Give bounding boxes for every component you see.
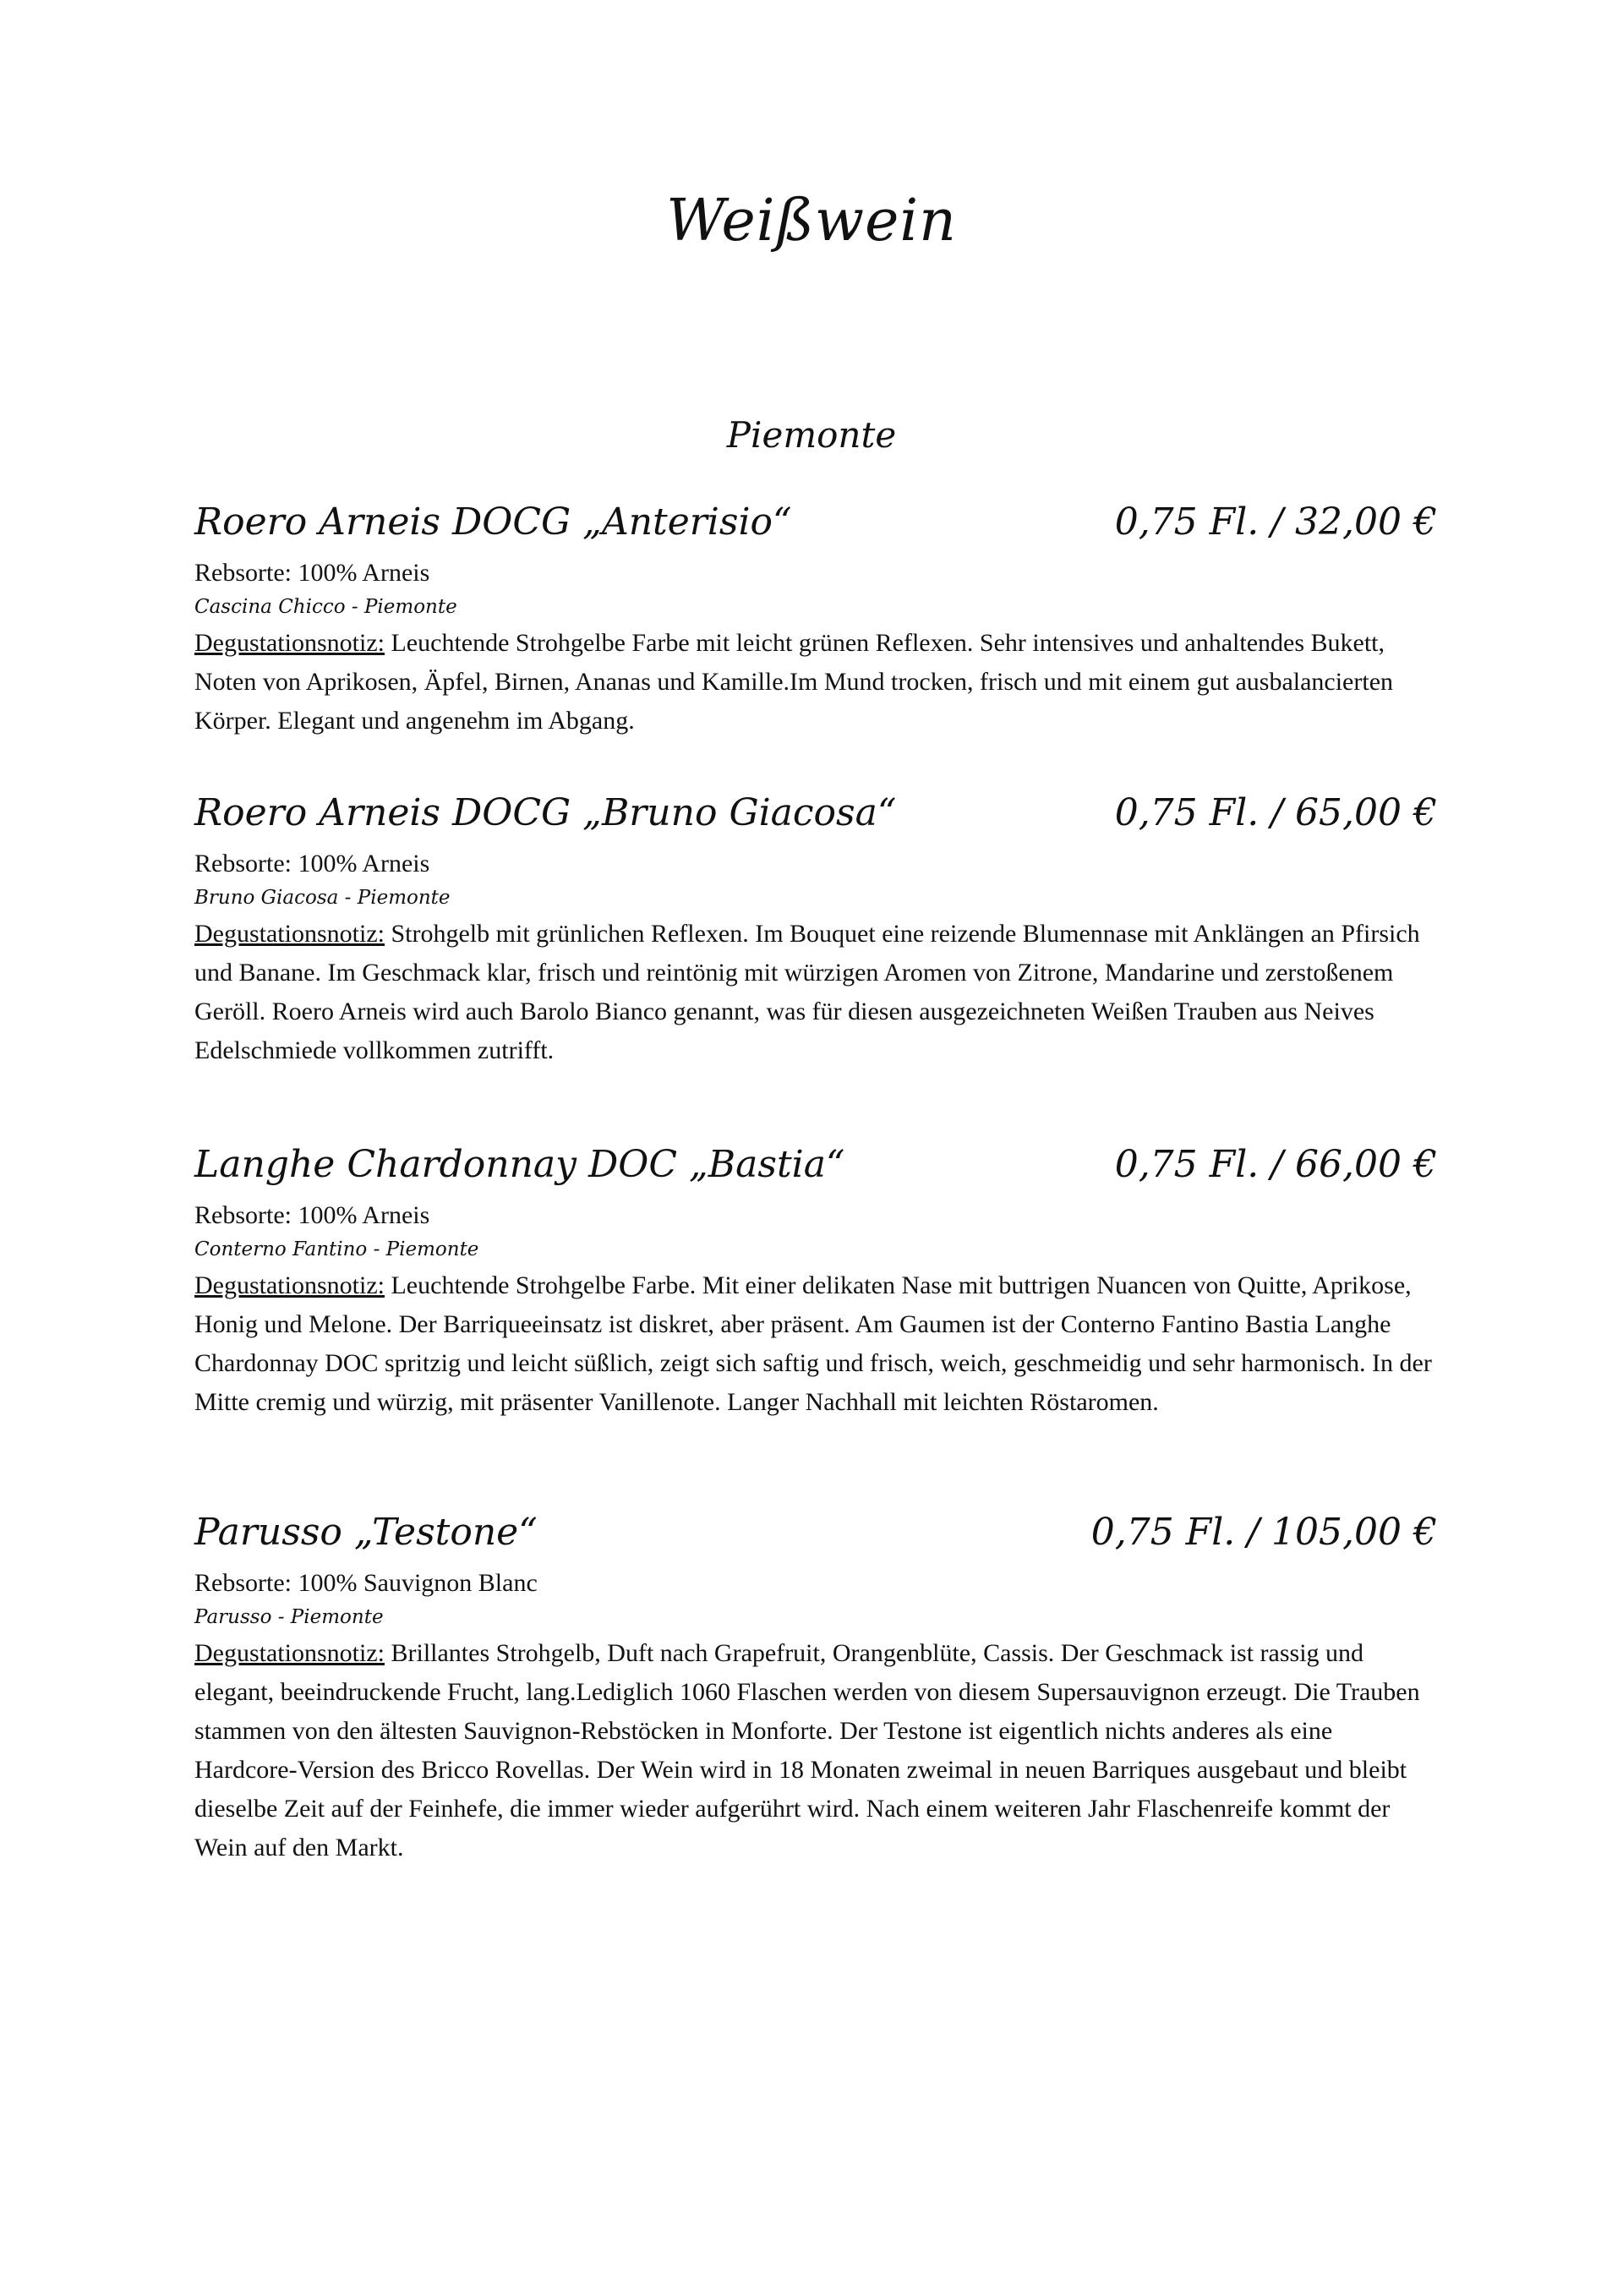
wine-header bbox=[194, 1140, 1437, 1192]
wine-name: Roero Arneis DOCG „Bruno Giacosa“ bbox=[194, 791, 897, 834]
tasting-note-label: Degustationsnotiz: bbox=[194, 1271, 385, 1299]
region-heading: Piemonte bbox=[726, 414, 897, 456]
tasting-note-text: Leuchtende Strohgelbe Farbe mit leicht grünen Reflexen. Sehr intensives und anhaltendes Bukett, Noten von Aprikosen, Äpfel, Birnen, Ananas und Kamille.Im Mund trocken, frisch und mit einem gut ausbalancierten Körper. Elegant und angenehm im Abgang. bbox=[194, 629, 1394, 735]
grape-variety: Rebsorte: 100% Arneis bbox=[194, 559, 430, 587]
producer: Bruno Giacosa - Piemonte bbox=[194, 887, 451, 909]
wine-entry bbox=[194, 497, 1437, 741]
grape-variety: Rebsorte: 100% Arneis bbox=[194, 850, 430, 877]
wine-entry bbox=[194, 1507, 1437, 1867]
tasting-note-label: Degustationsnotiz: bbox=[194, 920, 385, 948]
tasting-note bbox=[194, 1266, 1437, 1422]
producer: Parusso - Piemonte bbox=[194, 1606, 384, 1628]
grape-variety: Rebsorte: 100% Sauvignon Blanc bbox=[194, 1569, 538, 1597]
wine-entry bbox=[194, 1140, 1437, 1422]
tasting-note-label: Degustationsnotiz: bbox=[194, 1639, 385, 1667]
grape-variety: Rebsorte: 100% Arneis bbox=[194, 1201, 430, 1229]
wine-header bbox=[194, 1507, 1437, 1560]
wine-name: Roero Arneis DOCG „Anterisio“ bbox=[194, 500, 792, 544]
wine-entry bbox=[194, 788, 1437, 1070]
wine-header bbox=[194, 497, 1437, 549]
wine-price: 0,75 Fl. / 32,00 € bbox=[1114, 500, 1437, 544]
tasting-note-text: Leuchtende Strohgelbe Farbe. Mit einer delikaten Nase mit buttrigen Nuancen von Quitte, Aprikose, Honig und Melone. Der Barriqueeinsatz ist diskret, aber präsent. Am Gaumen ist der Conterno Fantino Bastia Langhe Chardonnay DOC spritzig und leicht süßlich, zeigt sich saftig und frisch, weich, geschmeidig und sehr harmonisch. In der Mitte cremig und würzig, mit präsenter Vanillenote. Langer Nachhall mit leichten Röstaromen. bbox=[194, 1271, 1432, 1416]
wine-name: Langhe Chardonnay DOC „Bastia“ bbox=[194, 1143, 845, 1186]
wine-price: 0,75 Fl. / 105,00 € bbox=[1090, 1511, 1437, 1554]
tasting-note bbox=[194, 1634, 1437, 1867]
tasting-note bbox=[194, 624, 1437, 741]
tasting-note-label: Degustationsnotiz: bbox=[194, 629, 385, 657]
producer: Cascina Chicco - Piemonte bbox=[194, 596, 457, 618]
wine-price: 0,75 Fl. / 66,00 € bbox=[1114, 1143, 1437, 1186]
page-title: Weißwein bbox=[666, 188, 957, 254]
producer: Conterno Fantino - Piemonte bbox=[194, 1238, 479, 1260]
wine-price: 0,75 Fl. / 65,00 € bbox=[1114, 791, 1437, 834]
tasting-note-text: Strohgelb mit grünlichen Reflexen. Im Bouquet eine reizende Blumennase mit Anklängen an Pfirsich und Banane. Im Geschmack klar, frisch und reintönig mit würzigen Aromen von Zitrone, Mandarine und zerstoßenem Geröll. Roero Arneis wird auch Barolo Bianco genannt, was für diesen ausgezeichneten Weißen Trauben aus Neives Edelschmiede vollkommen zutrifft. bbox=[194, 920, 1420, 1064]
tasting-note bbox=[194, 915, 1437, 1070]
wine-name: Parusso „Testone“ bbox=[194, 1511, 538, 1554]
wine-header bbox=[194, 788, 1437, 840]
tasting-note-text: Brillantes Strohgelb, Duft nach Grapefruit, Orangenblüte, Cassis. Der Geschmack ist rassig und elegant, beeindruckende Frucht, lang.Lediglich 1060 Flaschen werden von diesem Supersauvignon erzeugt. Die Trauben stammen von den ältesten Sauvignon-Rebstöcken in Monforte. Der Testone ist eigentlich nichts anderes als eine Hardcore-Version des Bricco Rovellas. Der Wein wird in 18 Monaten zweimal in neuen Barriques ausgebaut und bleibt dieselbe Zeit auf der Feinhefe, die immer wieder aufgerührt wird. Nach einem weiteren Jahr Flaschenreife kommt der Wein auf den Markt. bbox=[194, 1639, 1420, 1861]
